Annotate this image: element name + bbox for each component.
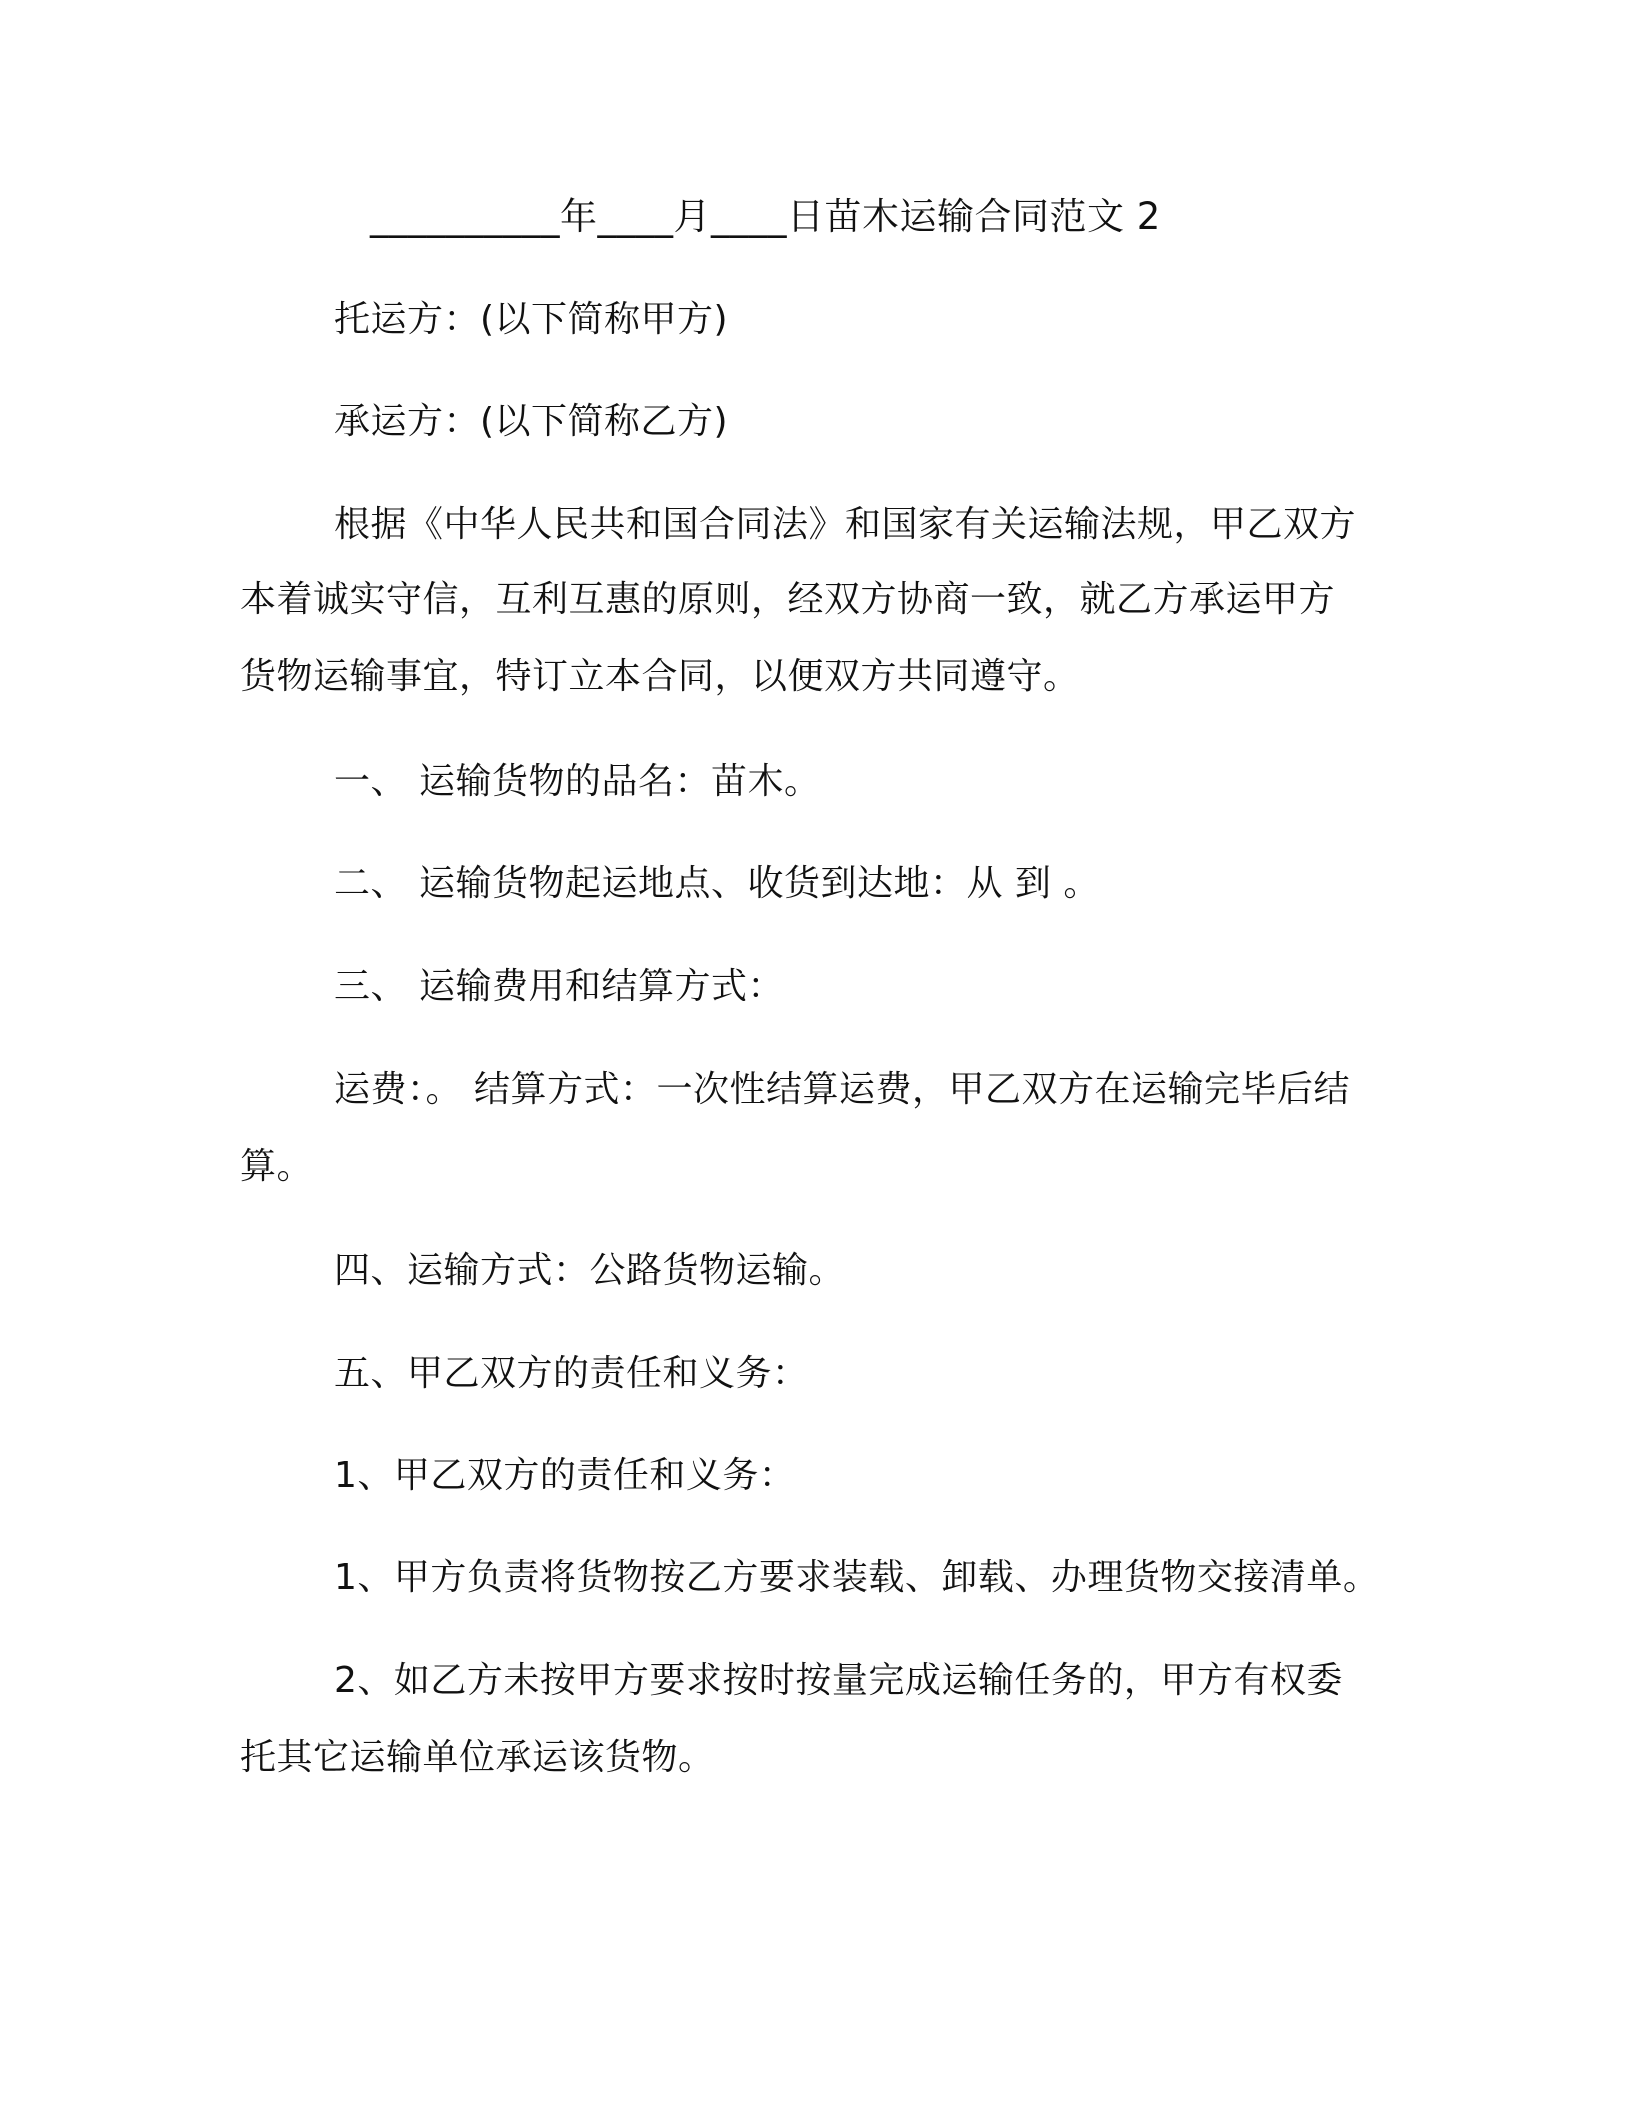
clause-4: 四、运输方式：公路货物运输。 bbox=[334, 1250, 846, 1291]
carrier-line: 承运方：(以下简称乙方) bbox=[334, 401, 729, 442]
clause-1: 一、 运输货物的品名：苗木。 bbox=[334, 761, 821, 802]
clause-5: 五、甲乙双方的责任和义务： bbox=[334, 1353, 809, 1394]
clause-3: 三、 运输费用和结算方式： bbox=[334, 966, 784, 1007]
intro-line-2: 本着诚实守信，互利互惠的原则，经双方协商一致，就乙方承运甲方 bbox=[240, 579, 1336, 620]
item-2-line-2: 托其它运输单位承运该货物。 bbox=[240, 1737, 715, 1778]
document-title: __________年____月____日苗木运输合同范文 2 bbox=[370, 195, 1161, 238]
item-1: 1、甲方负责将货物按乙方要求装载、卸载、办理货物交接清单。 bbox=[334, 1557, 1380, 1598]
intro-line-1: 根据《中华人民共和国合同法》和国家有关运输法规，甲乙双方 bbox=[334, 504, 1357, 545]
fee-line-2: 算。 bbox=[240, 1146, 314, 1187]
fee-line-1: 运费：。 结算方式：一次性结算运费，甲乙双方在运输完毕后结 bbox=[334, 1069, 1350, 1110]
shipper-line: 托运方：(以下简称甲方) bbox=[334, 299, 729, 340]
item-2-line-1: 2、如乙方未按甲方要求按时按量完成运输任务的，甲方有权委 bbox=[334, 1660, 1343, 1701]
sub-heading: 1、甲乙双方的责任和义务： bbox=[334, 1455, 796, 1496]
intro-line-3: 货物运输事宜，特订立本合同，以便双方共同遵守。 bbox=[240, 656, 1080, 697]
clause-2: 二、 运输货物起运地点、收货到达地：从 到 。 bbox=[334, 863, 1100, 904]
